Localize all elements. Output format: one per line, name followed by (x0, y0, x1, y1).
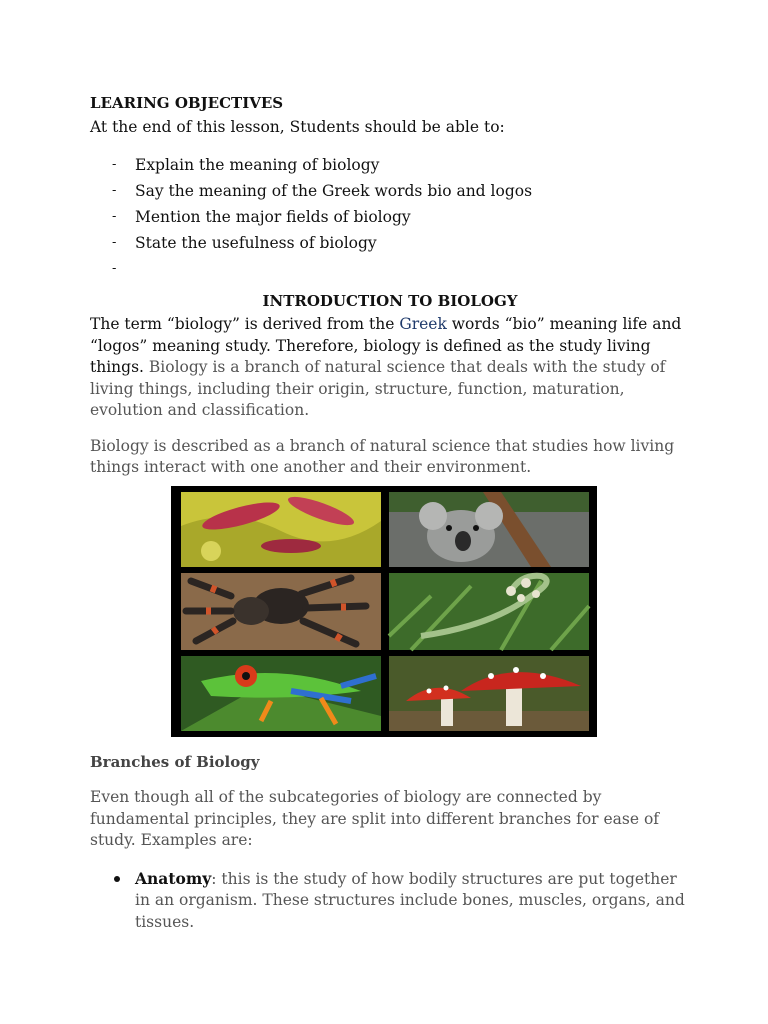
fern-photo (389, 573, 589, 650)
dash-bullet: - (112, 183, 117, 198)
intro-paragraph: The term “biology” is derived from the Greek words “bio” meaning life and “logos” meaning study. Therefore, biology is defined as the study living things. Biology is a branch of natural science that deals with the study of living things, including their origin, structure, function, maturation, evolution and classification. (90, 315, 682, 419)
list-item (90, 256, 690, 282)
koala-photo (389, 492, 589, 567)
intro-paragraph-2: Biology is described as a branch of natural science that studies how living things interact with one another and their environment. (90, 436, 675, 476)
section-title: INTRODUCTION TO BIOLOGY (262, 292, 518, 310)
branches-intro: Even though all of the subcategories of biology are connected by fundamental principles, they are split into different branches for ease of study. Examples are: (90, 788, 660, 849)
list-item (90, 868, 690, 934)
objectives-title: LEARING OBJECTIVES (90, 94, 284, 112)
bacteria-photo (181, 492, 381, 567)
dash-bullet: - (112, 235, 117, 250)
dash-bullet: - (112, 209, 117, 224)
branches-list (90, 868, 690, 934)
biology-collage-image (171, 486, 597, 737)
tree-frog-photo (181, 656, 381, 731)
list-item: - Say the meaning of the Greek words bio and logos (90, 178, 690, 204)
greek-link[interactable]: Greek (399, 315, 447, 333)
branches-title: Branches of Biology (90, 753, 260, 771)
branch-term: Anatomy (135, 868, 212, 888)
bullet-dot (114, 876, 120, 882)
list-item: - State the usefulness of biology (90, 230, 690, 256)
objectives-intro: At the end of this lesson, Students should be able to: (90, 118, 505, 136)
list-item: - Explain the meaning of biology (90, 152, 690, 178)
branches-section (90, 751, 690, 933)
branch-description: : this is the study of how bodily structures are put together in an organism. These structures include bones, muscles, organs, and tissues. (135, 869, 685, 931)
dash-bullet: - (112, 157, 117, 172)
objectives-list (90, 152, 690, 282)
dash-bullet: - (112, 261, 117, 276)
tarantula-photo (181, 573, 381, 650)
document-body (90, 92, 690, 479)
list-item: - Mention the major fields of biology (90, 204, 690, 230)
mushrooms-photo (389, 656, 589, 731)
